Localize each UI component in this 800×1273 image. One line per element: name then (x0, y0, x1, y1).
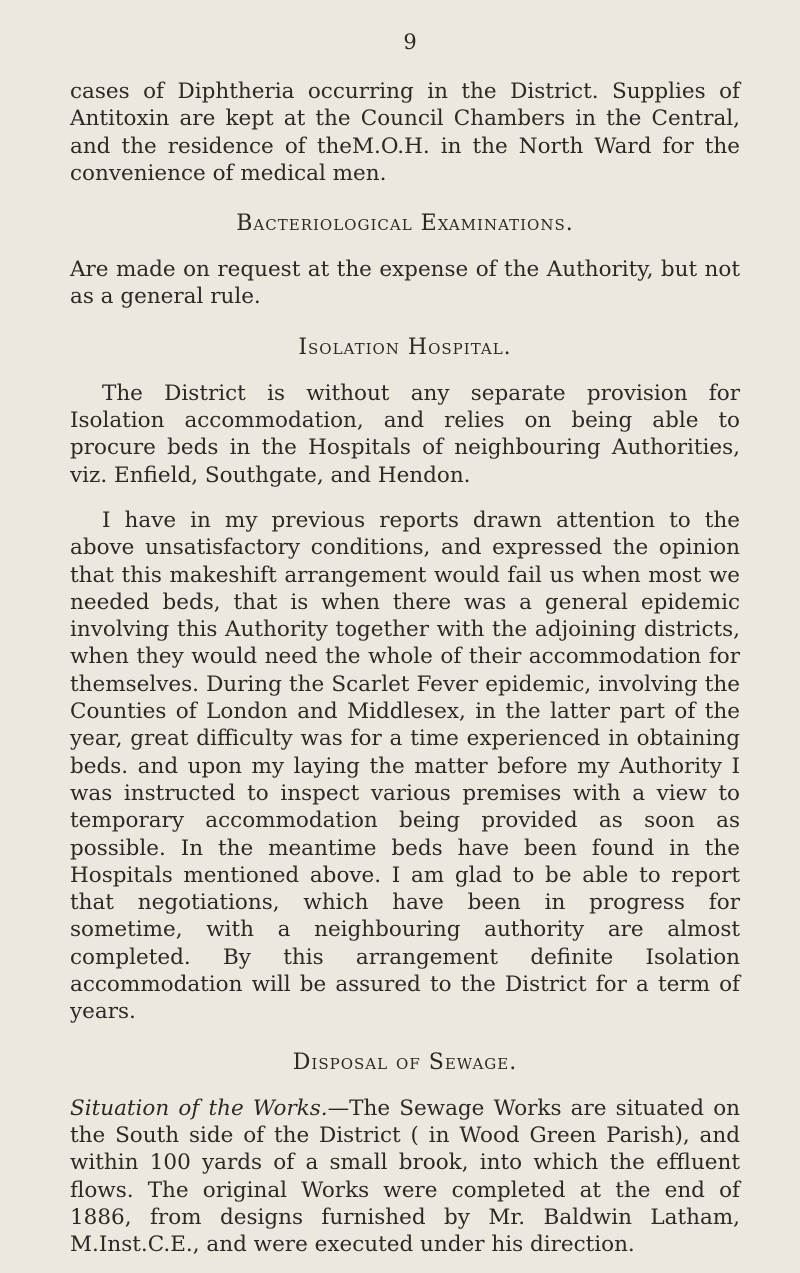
sewage-paragraph-lead: Situation of the Works. (70, 1095, 328, 1121)
sewage-paragraph-body: —The Sewage Works are situated on the South side of the District ( in Wood Green Parish), and within 100 yards of a small brook, into which the effluent flows. The original Works were completed at the end of 1886, from designs furnished by Mr. Baldwin Latham, M.Inst.C.E., and were executed under his direction. (70, 1095, 740, 1258)
heading-isolation-hospital: Isolation Hospital. (298, 334, 512, 360)
page-number: 9 (403, 30, 417, 54)
bacteriological-paragraph: Are made on request at the expense of the Authority, but not as a general rule. (70, 257, 740, 310)
isolation-paragraph-1: The District is without any separate provision for Isolation accommodation, and relies on being able to procure beds in the Hospitals of neighbouring Authorities, viz. Enfield, Southgate, and Hendon. (70, 380, 740, 488)
sewage-paragraph (70, 1095, 740, 1259)
heading-disposal-of-sewage: Disposal of Sewage. (292, 1049, 518, 1075)
heading-bacteriological-examinations: Bacteriological Examinations. (236, 211, 574, 237)
isolation-paragraph-2: I have in my previous reports drawn attention to the above unsatisfactory conditions, and expressed the opinion that this makeshift arrangement would fail us when most we needed beds, that is when there was a general epidemic involving this Authority together with the adjoining districts, when they would need the whole of their accommodation for themselves. During the Scarlet Fever epidemic, involving the Counties of London and Middlesex, in the latter part of the year, great difficulty was for a time experienced in obtaining beds. and upon my laying the matter before my Authority I was instructed to inspect various premises with a view to temporary accommodation being provided as soon as possible. In the meantime beds have been found in the Hospitals mentioned above. I am glad to be able to report that negotiations, which have been in progress for sometime, with a neighbouring authority are almost completed. By this arrangement definite Isolation accommodation will be assured to the District for a term of years. (70, 507, 740, 1025)
intro-paragraph: cases of Diphtheria occurring in the District. Supplies of Antitoxin are kept at the Council Chambers in the Central, and the residence of theM.O.H. in the North Ward for the convenience of medical men. (70, 79, 740, 186)
